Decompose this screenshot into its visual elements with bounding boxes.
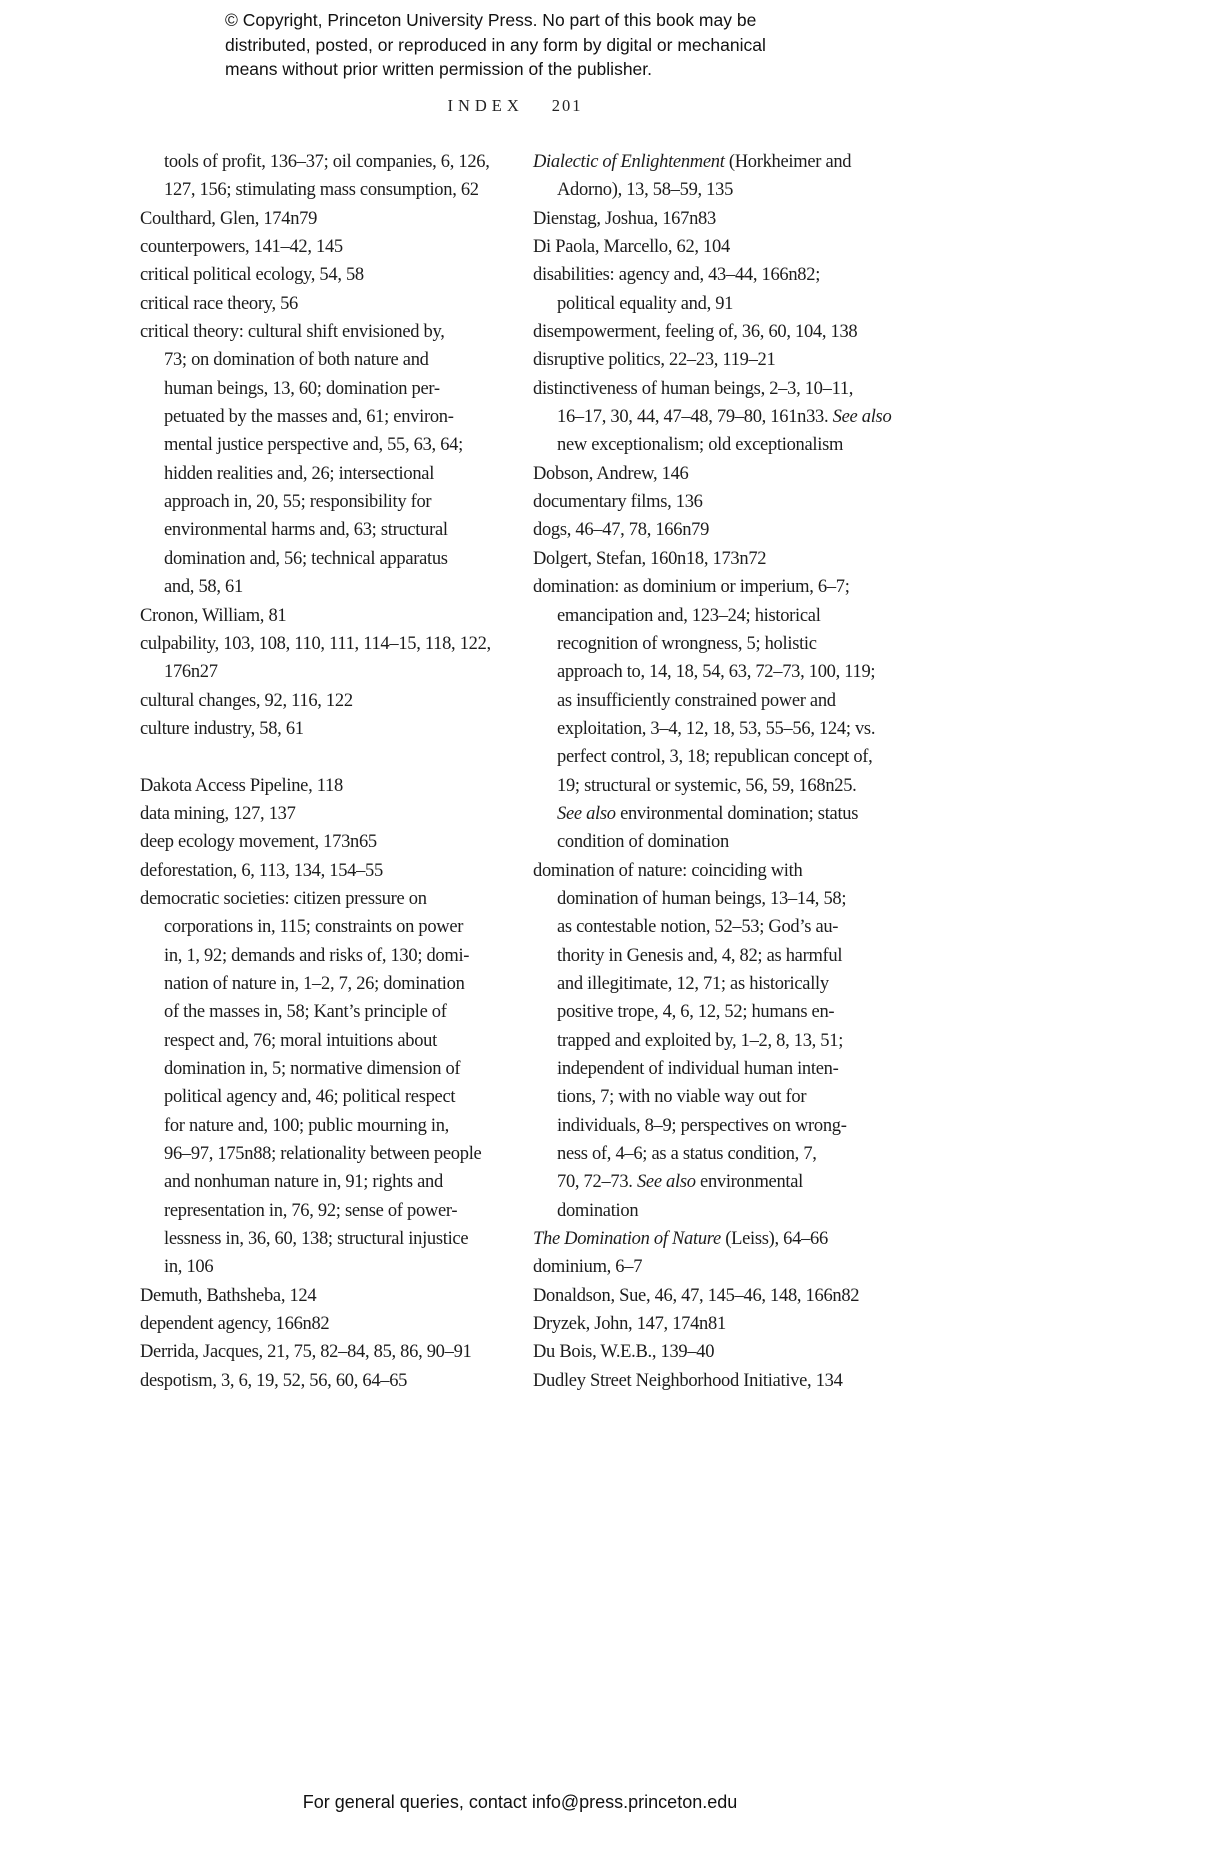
index-entry-line [140, 346, 520, 374]
index-entry-line [140, 857, 520, 885]
index-entry-text: respect and, 76; moral intuitions about [164, 1030, 437, 1051]
index-entry-line [140, 1140, 520, 1168]
index-entry-line [140, 772, 520, 800]
index-entry-line [533, 1140, 913, 1168]
index-entry-line [533, 261, 913, 289]
index-entry-line [533, 715, 913, 743]
index-entry-text: 73; on domination of both nature and [164, 350, 429, 371]
page-number: 201 [551, 96, 583, 115]
index-entry-text: distinctiveness of human beings, 2–3, 10–11, [533, 378, 854, 399]
index-entry-text: Dolgert, Stefan, 160n18, 173n72 [533, 548, 767, 569]
index-entry-line [140, 1282, 520, 1310]
index-entry-text: dogs, 46–47, 78, 166n79 [533, 520, 710, 541]
index-column-right [533, 148, 913, 1395]
index-entry-text: tools of profit, 136–37; oil companies, 6, 126, [164, 152, 490, 172]
index-entry-text: of the masses in, 58; Kant’s principle of [164, 1002, 447, 1023]
index-entry-text: democratic societies: citizen pressure on [140, 888, 427, 909]
index-entry-text: deep ecology movement, 173n65 [140, 832, 377, 853]
index-entry-line [533, 998, 913, 1026]
index-entry-text-italic: Dialectic of Enlightenment [533, 152, 725, 172]
index-entry-text: independent of individual human inten- [557, 1059, 839, 1079]
index-entry-text: domination of human beings, 13–14, 58; [557, 888, 847, 909]
index-entry-line [140, 1225, 520, 1253]
index-entry-line [140, 970, 520, 998]
index-entry-text: Adorno), 13, 58–59, 135 [557, 180, 734, 201]
index-entry-text: 127, 156; stimulating mass consumption, 62 [164, 180, 479, 201]
index-entry-text: tions, 7; with no viable way out for [557, 1087, 807, 1108]
index-entry-line [533, 403, 913, 431]
index-entry-text-italic: See also [636, 1172, 696, 1193]
index-entry-text: Dryzek, John, 147, 174n81 [533, 1314, 726, 1335]
index-title: INDEX [447, 96, 524, 115]
index-entry-text: Derrida, Jacques, 21, 75, 82–84, 85, 86, 90–91 [140, 1342, 472, 1363]
footer-queries-note: For general queries, contact info@press.princeton.edu [302, 1792, 738, 1812]
index-entry-line [140, 602, 520, 630]
index-entry-line [140, 1197, 520, 1225]
index-entry-text: cultural changes, 92, 116, 122 [140, 690, 353, 711]
copyright-notice [225, 8, 865, 82]
index-entry-text: Dobson, Andrew, 146 [533, 463, 689, 484]
index-entry-text: political equality and, 91 [557, 293, 734, 314]
index-entry-line [533, 1225, 913, 1253]
index-entry-line [140, 1310, 520, 1338]
index-entry-text: exploitation, 3–4, 12, 18, 53, 55–56, 124; vs. [557, 718, 876, 739]
index-entry-text: and nonhuman nature in, 91; rights and [164, 1172, 443, 1193]
index-entry-text: 176n27 [164, 662, 218, 683]
index-entry-line [140, 1253, 520, 1281]
index-entry-line [533, 1367, 913, 1395]
index-entry-text: mental justice perspective and, 55, 63, 64; [164, 435, 463, 456]
index-entry-text: ness of, 4–6; as a status condition, 7, [557, 1144, 817, 1165]
index-entry-line [140, 1055, 520, 1083]
index-entry-line [140, 375, 520, 403]
index-entry-line [533, 205, 913, 233]
index-entry-line [533, 942, 913, 970]
index-entry-line [140, 176, 520, 204]
index-entry-line [140, 431, 520, 459]
index-entry-line [533, 1027, 913, 1055]
index-entry-line [533, 346, 913, 374]
index-entry-line [533, 148, 913, 176]
index-entry-line [533, 545, 913, 573]
index-entry-line [140, 233, 520, 261]
index-entry-text: Dudley Street Neighborhood Initiative, 134 [533, 1370, 843, 1391]
index-entry-text: recognition of wrongness, 5; holistic [557, 633, 817, 654]
page-header [0, 96, 1030, 116]
index-entry-line [140, 488, 520, 516]
index-entry-line [533, 1055, 913, 1083]
index-entry-text: Donaldson, Sue, 46, 47, 145–46, 148, 166n82 [533, 1285, 860, 1306]
index-entry-text-italic: See also [832, 407, 892, 428]
copyright-line: distributed, posted, or reproduced in any form by digital or mechanical [225, 34, 766, 55]
index-entry-text: perfect control, 3, 18; republican concept of, [557, 747, 873, 768]
index-entry-line [533, 630, 913, 658]
index-entry-line [533, 488, 913, 516]
index-entry-line [140, 715, 520, 743]
index-entry-line [140, 1027, 520, 1055]
index-entry-line [140, 403, 520, 431]
index-entry-line [533, 176, 913, 204]
index-entry-line [533, 970, 913, 998]
index-entry-text: individuals, 8–9; perspectives on wrong- [557, 1115, 847, 1136]
index-entry-text: critical theory: cultural shift envisioned by, [140, 322, 445, 343]
index-entry-line [533, 1310, 913, 1338]
index-entry-line [140, 1168, 520, 1196]
index-entry-text: in, 1, 92; demands and risks of, 130; domi- [164, 945, 470, 966]
index-entry-text: despotism, 3, 6, 19, 52, 56, 60, 64–65 [140, 1370, 408, 1391]
index-entry-line [533, 318, 913, 346]
index-entry-line [140, 205, 520, 233]
index-entry-line [140, 687, 520, 715]
index-entry-text: Du Bois, W.E.B., 139–40 [533, 1342, 715, 1363]
index-entry-line [140, 261, 520, 289]
index-entry-text-italic: The Domination of Nature [533, 1229, 721, 1250]
index-entry-text: trapped and exploited by, 1–2, 8, 13, 51; [557, 1030, 844, 1051]
index-entry-text: domination and, 56; technical apparatus [164, 548, 448, 569]
index-entry-line [140, 290, 520, 318]
index-entry-line [533, 658, 913, 686]
index-entry-line [533, 573, 913, 601]
index-entry-line [533, 375, 913, 403]
index-entry-text-italic: See also [557, 803, 616, 824]
index-entry-line [533, 1083, 913, 1111]
index-entry-line [140, 1367, 520, 1395]
index-entry-line [140, 148, 520, 176]
index-entry-text: 19; structural or systemic, 56, 59, 168n25. [557, 775, 857, 796]
index-entry-line [140, 942, 520, 970]
index-entry-line [140, 998, 520, 1026]
index-entry-text: environmental harms and, 63; structural [164, 520, 448, 541]
index-entry-text: corporations in, 115; constraints on power [164, 917, 464, 938]
index-entry-line [140, 828, 520, 856]
copyright-line: © Copyright, Princeton University Press. No part of this book may be [225, 10, 757, 30]
index-entry-text: critical political ecology, 54, 58 [140, 265, 364, 286]
index-entry-text: lessness in, 36, 60, 138; structural injustice [164, 1229, 469, 1250]
index-entry-text: and illegitimate, 12, 71; as historically [557, 973, 829, 994]
index-entry-line [140, 885, 520, 913]
index-entry-line [140, 460, 520, 488]
index-entry-text: nation of nature in, 1–2, 7, 26; domination [164, 973, 465, 994]
index-entry-line [140, 658, 520, 686]
index-entry-text: Cronon, William, 81 [140, 605, 287, 626]
index-entry-text: Demuth, Bathsheba, 124 [140, 1285, 317, 1306]
index-entry-text: as insufficiently constrained power and [557, 690, 836, 711]
index-entry-text: new exceptionalism; old exceptionalism [557, 435, 844, 456]
index-entry-text: 16–17, 30, 44, 47–48, 79–80, 161n33. [557, 407, 833, 428]
index-entry-text: data mining, 127, 137 [140, 803, 296, 824]
index-entry-text: (Horkheimer and [724, 152, 852, 172]
index-entry-text: domination: as dominium or imperium, 6–7; [533, 577, 850, 598]
index-entry-line [533, 1338, 913, 1366]
index-entry-text: documentary films, 136 [533, 492, 703, 513]
index-entry-text: Dienstag, Joshua, 167n83 [533, 208, 716, 229]
index-entry-text: disruptive politics, 22–23, 119–21 [533, 350, 776, 371]
index-entry-line [140, 318, 520, 346]
index-entry-line [533, 800, 913, 828]
index-entry-text: thority in Genesis and, 4, 82; as harmful [557, 945, 843, 966]
index-entry-text: domination in, 5; normative dimension of [164, 1059, 461, 1079]
index-entry-text: environmental domination; status [615, 803, 859, 824]
index-entry-line [533, 233, 913, 261]
index-blank-line [140, 743, 520, 771]
index-entry-line [533, 828, 913, 856]
index-entry-line [533, 913, 913, 941]
index-entry-text: counterpowers, 141–42, 145 [140, 237, 343, 258]
index-entry-line [533, 743, 913, 771]
index-entry-line [533, 1253, 913, 1281]
index-entry-line [533, 516, 913, 544]
index-entry-line [533, 1197, 913, 1225]
index-entry-line [140, 630, 520, 658]
index-entry-line [533, 1168, 913, 1196]
index-entry-text: disempowerment, feeling of, 36, 60, 104, 138 [533, 322, 858, 343]
index-entry-line [140, 913, 520, 941]
index-entry-line [533, 1282, 913, 1310]
index-entry-text: representation in, 76, 92; sense of power- [164, 1200, 458, 1221]
index-entry-line [533, 687, 913, 715]
index-entry-text: emancipation and, 123–24; historical [557, 605, 821, 626]
index-entry-line [533, 602, 913, 630]
index-entry-text: Dakota Access Pipeline, 118 [140, 775, 343, 796]
index-entry-text: and, 58, 61 [164, 577, 243, 598]
copyright-line: means without prior written permission of the publisher. [225, 59, 653, 79]
index-entry-line [140, 573, 520, 601]
index-entry-line [533, 1112, 913, 1140]
index-entry-text: dependent agency, 166n82 [140, 1314, 330, 1335]
index-entry-text: as contestable notion, 52–53; God’s au- [557, 917, 839, 938]
index-entry-text: Di Paola, Marcello, 62, 104 [533, 237, 730, 258]
index-entry-text: critical race theory, 56 [140, 293, 299, 314]
index-entry-text: human beings, 13, 60; domination per- [164, 378, 440, 399]
index-entry-text: environmental [695, 1172, 803, 1193]
index-entry-line [140, 1083, 520, 1111]
index-entry-line [533, 885, 913, 913]
index-entry-line [533, 431, 913, 459]
index-entry-line [533, 290, 913, 318]
index-entry-text: deforestation, 6, 113, 134, 154–55 [140, 860, 383, 881]
index-entry-line [140, 545, 520, 573]
index-entry-line [533, 460, 913, 488]
index-entry-line [140, 1338, 520, 1366]
index-entry-text: disabilities: agency and, 43–44, 166n82; [533, 265, 821, 286]
index-entry-line [140, 516, 520, 544]
index-entry-text: hidden realities and, 26; intersectional [164, 463, 435, 484]
index-entry-text: approach in, 20, 55; responsibility for [164, 492, 432, 513]
index-entry-text: approach to, 14, 18, 54, 63, 72–73, 100, 119; [557, 662, 876, 683]
index-entry-text: (Leiss), 64–66 [720, 1229, 828, 1250]
index-column-left [140, 148, 520, 1395]
index-entry-text: in, 106 [164, 1257, 214, 1278]
index-entry-text: dominium, 6–7 [533, 1257, 643, 1278]
index-entry-text: domination [557, 1200, 639, 1221]
index-entry-text: culpability, 103, 108, 110, 111, 114–15, 118, 122, [140, 633, 491, 654]
index-entry-text: culture industry, 58, 61 [140, 718, 304, 739]
index-entry-line [533, 772, 913, 800]
index-entry-text: for nature and, 100; public mourning in, [164, 1115, 449, 1136]
index-entry-text: domination of nature: coinciding with [533, 860, 803, 881]
index-entry-text: positive trope, 4, 6, 12, 52; humans en- [557, 1002, 835, 1023]
index-entry-text: Coulthard, Glen, 174n79 [140, 208, 318, 229]
index-entry-text: petuated by the masses and, 61; environ- [164, 407, 454, 428]
index-entry-line [533, 857, 913, 885]
index-entry-text: 96–97, 175n88; relationality between people [164, 1144, 482, 1165]
index-entry-text: condition of domination [557, 832, 729, 853]
index-entry-text: political agency and, 46; political respect [164, 1087, 456, 1108]
index-entry-line [140, 800, 520, 828]
index-entry-text: 70, 72–73. [557, 1172, 637, 1193]
index-entry-line [140, 1112, 520, 1140]
